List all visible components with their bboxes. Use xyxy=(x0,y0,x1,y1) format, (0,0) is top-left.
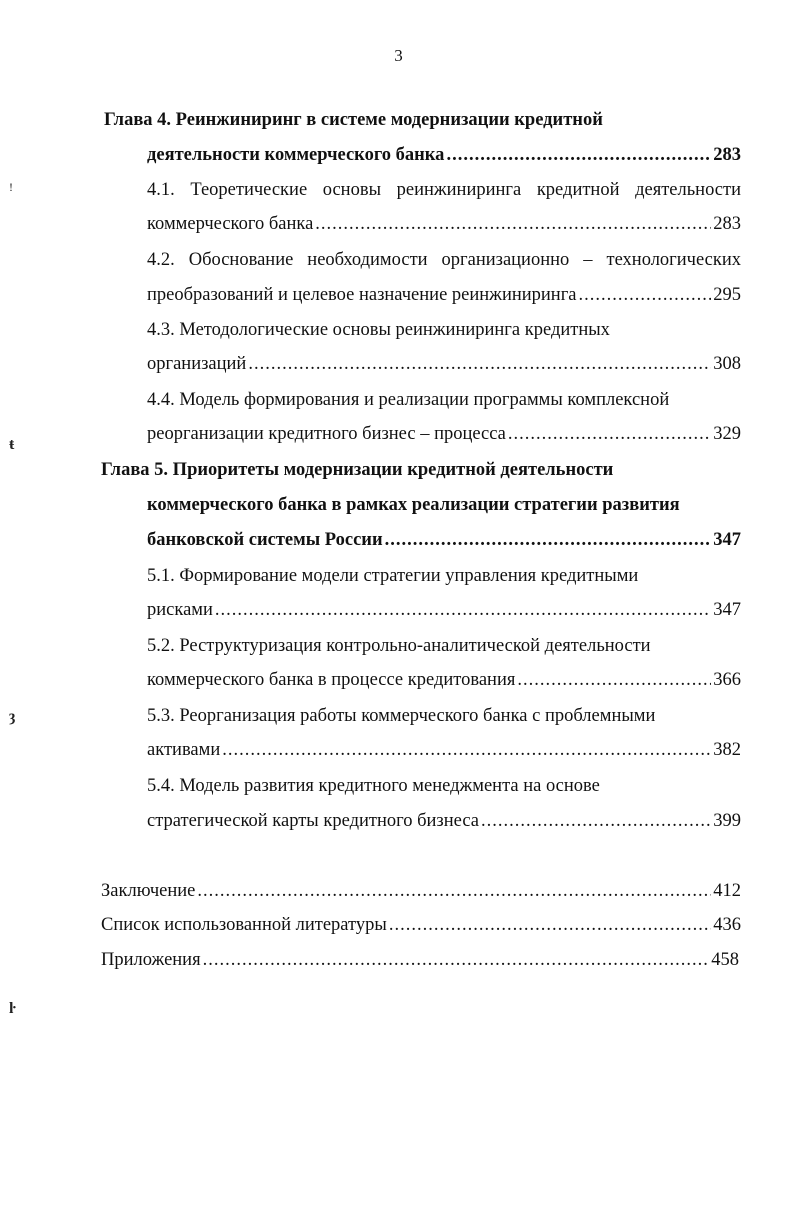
page-ref: 436 xyxy=(713,915,741,935)
section-4-2: 4.2. Обоснование необходимости организационно – технологических xyxy=(147,250,741,270)
page-ref: 412 xyxy=(713,881,741,901)
page-ref: 366 xyxy=(713,670,741,690)
section-4-4: 4.4. Модель формирования и реализации программы комплексной xyxy=(147,390,670,410)
leader-dots xyxy=(481,811,711,832)
section-4-3-cont: организаций ..... 308 xyxy=(147,354,741,375)
leader-dots xyxy=(203,950,710,971)
leader-dots xyxy=(215,600,711,621)
chapter-5-title-cont: коммерческого банка в рамках реализации стратегии развития xyxy=(147,495,680,515)
leader-dots xyxy=(508,424,711,445)
page-ref: 329 xyxy=(713,424,741,444)
margin-mark: ŀ xyxy=(9,1000,16,1017)
page-ref: 308 xyxy=(713,354,741,374)
leader-dots xyxy=(315,214,711,235)
page-ref: 458 xyxy=(711,950,739,970)
section-4-1: 4.1. Теоретические основы реинжиниринга кредитной деятельности xyxy=(147,180,741,200)
margin-mark: ȝ xyxy=(9,708,15,725)
margin-mark: ! xyxy=(9,180,13,194)
section-5-3-cont: активами ..... 382 xyxy=(147,740,741,761)
section-4-2-cont: преобразований и целевое назначение реинжиниринга ..... 295 xyxy=(147,285,741,306)
page-ref: 283 xyxy=(713,145,741,165)
page-ref: 347 xyxy=(713,600,741,620)
page-ref: 295 xyxy=(713,285,741,305)
page-ref: 382 xyxy=(713,740,741,760)
leader-dots xyxy=(517,670,711,691)
section-5-3: 5.3. Реорганизация работы коммерческого банка с проблемными xyxy=(147,706,656,726)
leader-dots xyxy=(385,530,712,551)
appendix-entry: Приложения ..... 458 xyxy=(101,950,739,971)
section-5-1-cont: рисками ..... 347 xyxy=(147,600,741,621)
chapter-4-title-cont: деятельности коммерческого банка ..... 283 xyxy=(147,145,741,166)
section-5-4-cont: стратегической карты кредитного бизнеса ..... 399 xyxy=(147,811,741,832)
margin-mark: ŧ xyxy=(9,436,15,453)
page-ref: 399 xyxy=(713,811,741,831)
page-ref: 347 xyxy=(713,530,741,550)
leader-dots xyxy=(389,915,711,936)
section-5-1: 5.1. Формирование модели стратегии управления кредитными xyxy=(147,566,639,586)
leader-dots xyxy=(446,145,711,166)
references-entry: Список использованной литературы ..... 436 xyxy=(101,915,741,936)
section-4-3: 4.3. Методологические основы реинжиниринга кредитных xyxy=(147,320,610,340)
section-4-1-cont: коммерческого банка ..... 283 xyxy=(147,214,741,235)
page-ref: 283 xyxy=(713,214,741,234)
section-5-2-cont: коммерческого банка в процессе кредитования ..... 366 xyxy=(147,670,741,691)
chapter-4-title: Глава 4. Реинжиниринг в системе модернизации кредитной xyxy=(104,110,603,130)
chapter-5-title: Глава 5. Приоритеты модернизации кредитной деятельности xyxy=(101,460,614,480)
page-number: 3 xyxy=(394,46,403,65)
section-4-4-cont: реорганизации кредитного бизнес – процесса ..... 329 xyxy=(147,424,741,445)
leader-dots xyxy=(248,354,711,375)
leader-dots xyxy=(222,740,711,761)
section-5-2: 5.2. Реструктуризация контрольно-аналитической деятельности xyxy=(147,636,651,656)
leader-dots xyxy=(579,285,712,306)
leader-dots xyxy=(197,881,711,902)
chapter-5-title-cont-2: банковской системы России ..... 347 xyxy=(147,530,741,551)
conclusion-entry: Заключение ..... 412 xyxy=(101,881,741,902)
section-5-4: 5.4. Модель развития кредитного менеджмента на основе xyxy=(147,776,600,796)
